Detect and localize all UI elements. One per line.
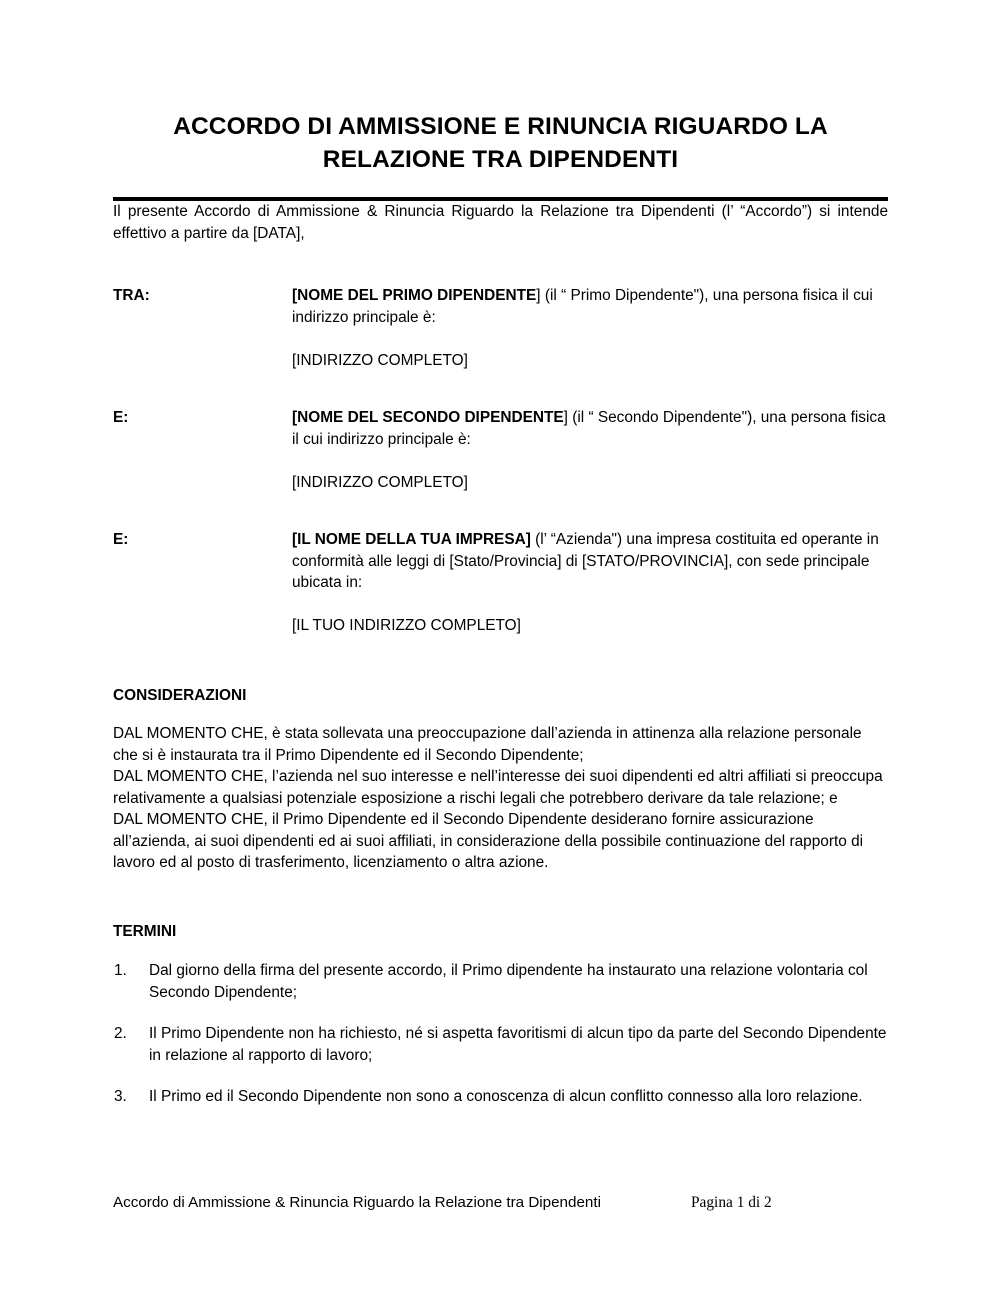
list-item bbox=[113, 1023, 888, 1066]
list-item-text: Il Primo ed il Secondo Dipendente non sono a conoscenza di alcun conflitto connesso alla loro relazione. bbox=[149, 1088, 863, 1105]
party-description bbox=[292, 529, 888, 594]
party-name-placeholder: [NOME DEL PRIMO DIPENDENTE bbox=[292, 287, 537, 304]
list-item-text: Il Primo Dipendente non ha richiesto, né si aspetta favoritismi di alcun tipo da parte del Secondo Dipendente in relazione al rapporto di lavoro; bbox=[149, 1025, 887, 1064]
party-label-e-second: E: bbox=[113, 409, 129, 426]
recital-paragraph: DAL MOMENTO CHE, è stata sollevata una preoccupazione dall’azienda in attinenza alla relazione personale che si è instaurata tra il Primo Dipendente ed il Secondo Dipendente; bbox=[113, 725, 862, 764]
party-address-placeholder: [IL TUO INDIRIZZO COMPLETO] bbox=[292, 617, 521, 634]
list-item bbox=[113, 1086, 888, 1108]
party-label-tra: TRA: bbox=[113, 287, 150, 304]
page-footer bbox=[113, 1192, 888, 1213]
list-item-text: Dal giorno della firma del presente accordo, il Primo dipendente ha instaurato una relazione volontaria col Secondo Dipendente; bbox=[149, 962, 868, 1001]
party-label-e-company: E: bbox=[113, 531, 129, 548]
party-description bbox=[292, 285, 888, 328]
intro-paragraph: Il presente Accordo di Ammissione & Rinuncia Riguardo la Relazione tra Dipendenti (l’ “Accordo”) si intende effettivo a partire da [DATA], bbox=[113, 203, 888, 242]
party-block-second-employee bbox=[113, 407, 888, 493]
party-body-company bbox=[292, 529, 888, 637]
recital-paragraph: DAL MOMENTO CHE, l’azienda nel suo interesse e nell’interesse dei suoi dipendenti ed altri affiliati si preoccupa relativamente a qualsiasi potenziale esposizione a rischi legali che potrebbero derivare da tale relazione; e bbox=[113, 768, 883, 807]
terms-list bbox=[113, 960, 888, 1108]
page-title: ACCORDO DI AMMISSIONE E RINUNCIA RIGUARDO LA RELAZIONE TRA DIPENDENTI bbox=[173, 113, 828, 173]
party-description-rest: ] (il “ Secondo Dipendente"), una persona fisica il cui indirizzo principale è: bbox=[292, 409, 886, 448]
document-body bbox=[113, 0, 888, 1108]
party-name-placeholder: [IL NOME DELLA TUA IMPRESA] bbox=[292, 531, 531, 548]
party-name-placeholder: [NOME DEL SECONDO DIPENDENTE bbox=[292, 409, 564, 426]
party-block-company bbox=[113, 529, 888, 637]
party-block-first-employee bbox=[113, 285, 888, 371]
list-item-number: 2. bbox=[114, 1025, 127, 1042]
list-item-number: 3. bbox=[114, 1088, 127, 1105]
list-item-number: 1. bbox=[114, 962, 127, 979]
recital-paragraph: DAL MOMENTO CHE, il Primo Dipendente ed il Secondo Dipendente desiderano fornire assicurazione all’azienda, ai suoi dipendenti ed ai suoi affiliati, in considerazione della possibile continuazione del rapporto di lavoro ed al posto di trasferimento, licenziamento o altra azione. bbox=[113, 811, 864, 871]
party-address-placeholder: [INDIRIZZO COMPLETO] bbox=[292, 473, 468, 491]
party-description-rest: ] (il “ Primo Dipendente"), una persona fisica il cui indirizzo principale è: bbox=[292, 287, 873, 326]
list-item bbox=[113, 960, 888, 1003]
section-heading-termini: TERMINI bbox=[113, 922, 177, 940]
party-body-second-employee bbox=[292, 407, 888, 493]
footer-document-title: Accordo di Ammissione & Rinuncia Riguardo la Relazione tra Dipendenti bbox=[113, 1194, 601, 1211]
section-heading-considerazioni: CONSIDERAZIONI bbox=[113, 686, 247, 704]
footer-page-number: Pagina 1 di 2 bbox=[690, 1194, 772, 1211]
party-body-first-employee bbox=[292, 285, 888, 371]
party-address-placeholder: [INDIRIZZO COMPLETO] bbox=[292, 351, 468, 369]
party-description-rest: (l’ “Azienda") una impresa costituita ed operante in conformità alle leggi di [Stato/Provincia] di [STATO/PROVINCIA], con sede principale ubicata in: bbox=[292, 531, 879, 591]
party-description bbox=[292, 407, 888, 450]
